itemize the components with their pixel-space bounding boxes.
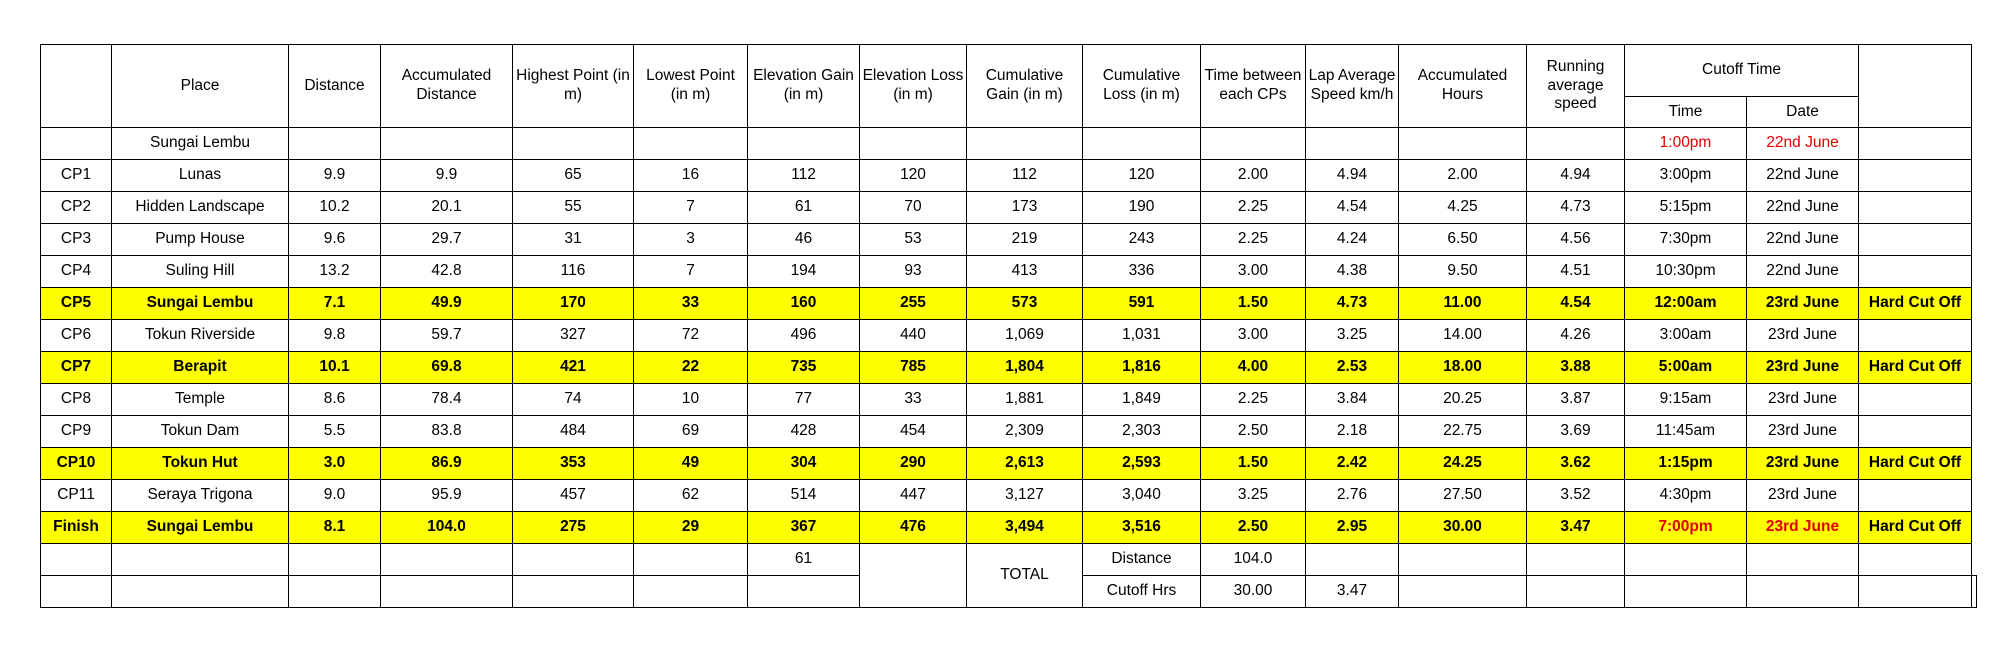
cell-time-between: 2.50 [1201,512,1306,544]
cell-elevation-gain: 160 [748,288,860,320]
cell-time-between: 2.50 [1201,416,1306,448]
header-lowest-point: Lowest Point (in m) [634,45,748,128]
cell-lowest-point: 69 [634,416,748,448]
cell-note [1859,256,1972,288]
table-row [41,128,1977,160]
footer-blank [289,544,381,576]
footer-blank [1399,544,1527,576]
cell-elevation-gain: 77 [748,384,860,416]
cell-cutoff-time: 11:45am [1625,416,1747,448]
cell-checkpoint [41,128,112,160]
cell-lowest-point: 62 [634,480,748,512]
cell-cumulative-loss [1083,128,1201,160]
cell-cutoff-time: 1:15pm [1625,448,1747,480]
cell-accumulated-distance: 83.8 [381,416,513,448]
cell-cutoff-time: 3:00am [1625,320,1747,352]
cell-cumulative-loss: 2,593 [1083,448,1201,480]
cell-running-speed: 4.94 [1527,160,1625,192]
cell-running-speed: 3.62 [1527,448,1625,480]
footer-blank [381,576,513,608]
cell-lowest-point: 16 [634,160,748,192]
cell-cumulative-loss: 243 [1083,224,1201,256]
cell-distance: 3.0 [289,448,381,480]
cell-cutoff-date: 22nd June [1747,192,1859,224]
header-lap-average-speed: Lap Average Speed km/h [1306,45,1399,128]
cell-note: Hard Cut Off [1859,512,1972,544]
cell-cumulative-gain: 1,804 [967,352,1083,384]
cell-running-speed: 4.51 [1527,256,1625,288]
cell-cutoff-date: 22nd June [1747,256,1859,288]
cell-place: Tokun Riverside [112,320,289,352]
cell-lap-speed: 2.18 [1306,416,1399,448]
cell-cumulative-loss: 1,816 [1083,352,1201,384]
table-row [41,512,1977,544]
cell-distance: 13.2 [289,256,381,288]
cell-lowest-point [634,128,748,160]
cell-accumulated-hours: 22.75 [1399,416,1527,448]
cell-time-between: 2.00 [1201,160,1306,192]
cell-cutoff-time: 7:30pm [1625,224,1747,256]
header-accumulated-hours: Accumulated Hours [1399,45,1527,128]
header-running-average-speed: Running average speed [1527,45,1625,128]
footer-blank [289,576,381,608]
cell-checkpoint: CP4 [41,256,112,288]
cell-cumulative-loss: 3,516 [1083,512,1201,544]
cell-lap-speed [1306,128,1399,160]
cell-cutoff-date: 23rd June [1747,480,1859,512]
cell-elevation-gain: 735 [748,352,860,384]
cell-elevation-gain: 46 [748,224,860,256]
cell-accumulated-distance: 49.9 [381,288,513,320]
cell-cumulative-loss: 2,303 [1083,416,1201,448]
cell-checkpoint: CP6 [41,320,112,352]
footer-distance-value: 104.0 [1201,544,1306,576]
cell-elevation-loss: 476 [860,512,967,544]
cell-elevation-loss: 70 [860,192,967,224]
cell-accumulated-distance: 104.0 [381,512,513,544]
cell-accumulated-hours: 27.50 [1399,480,1527,512]
cell-highest-point: 55 [513,192,634,224]
cell-lap-speed: 3.84 [1306,384,1399,416]
cell-place: Sungai Lembu [112,512,289,544]
cell-highest-point: 65 [513,160,634,192]
cell-time-between: 3.25 [1201,480,1306,512]
cell-place: Sungai Lembu [112,288,289,320]
header-highest-point: Highest Point (in m) [513,45,634,128]
table-row [41,448,1977,480]
cell-cutoff-date: 22nd June [1747,160,1859,192]
cell-lap-speed: 2.42 [1306,448,1399,480]
cell-place: Tokun Hut [112,448,289,480]
cell-lap-speed: 4.38 [1306,256,1399,288]
cell-note [1859,160,1972,192]
footer-blank-merged [860,544,967,608]
cell-cutoff-time: 3:00pm [1625,160,1747,192]
header-cutoff-time-time: Time [1625,97,1747,128]
table-row [41,480,1977,512]
cell-cumulative-gain: 2,613 [967,448,1083,480]
table-row [41,224,1977,256]
table-row [41,416,1977,448]
cell-elevation-loss: 447 [860,480,967,512]
cell-cutoff-time: 7:00pm [1625,512,1747,544]
footer-total-label: TOTAL [967,544,1083,608]
cell-cutoff-time: 1:00pm [1625,128,1747,160]
cell-elevation-gain: 61 [748,192,860,224]
cell-cutoff-date: 23rd June [1747,512,1859,544]
footer-blank [1306,544,1399,576]
header-place: Place [112,45,289,128]
cell-elevation-loss: 440 [860,320,967,352]
cell-accumulated-hours: 14.00 [1399,320,1527,352]
cell-checkpoint: CP9 [41,416,112,448]
cell-lowest-point: 3 [634,224,748,256]
footer-blank [748,576,860,608]
cell-note [1859,384,1972,416]
cell-lap-speed: 4.73 [1306,288,1399,320]
cell-highest-point: 170 [513,288,634,320]
cell-note [1859,480,1972,512]
cell-elevation-gain: 304 [748,448,860,480]
header-distance: Distance [289,45,381,128]
cell-running-speed: 3.47 [1527,512,1625,544]
cell-distance: 9.9 [289,160,381,192]
cell-accumulated-hours: 30.00 [1399,512,1527,544]
cell-lowest-point: 10 [634,384,748,416]
cell-highest-point: 421 [513,352,634,384]
cell-accumulated-distance [381,128,513,160]
footer-blank [513,576,634,608]
cell-cutoff-date: 23rd June [1747,352,1859,384]
cell-lowest-point: 49 [634,448,748,480]
cell-cutoff-date: 23rd June [1747,448,1859,480]
cell-running-speed [1527,128,1625,160]
cell-elevation-loss: 454 [860,416,967,448]
footer-blank [1625,576,1747,608]
cell-cutoff-time: 9:15am [1625,384,1747,416]
footer-blank [112,544,289,576]
cell-distance: 8.1 [289,512,381,544]
cell-time-between: 3.00 [1201,256,1306,288]
cell-distance: 8.6 [289,384,381,416]
cell-accumulated-distance: 78.4 [381,384,513,416]
cell-cumulative-gain: 3,127 [967,480,1083,512]
totals-section [41,544,1977,608]
cell-cumulative-loss: 336 [1083,256,1201,288]
cell-running-speed: 4.73 [1527,192,1625,224]
cell-place: Hidden Landscape [112,192,289,224]
cell-accumulated-distance: 86.9 [381,448,513,480]
footer-gain-total: 61 [748,544,860,576]
footer-blank [1527,544,1625,576]
table-row [41,288,1977,320]
cell-time-between: 3.00 [1201,320,1306,352]
cell-running-speed: 4.26 [1527,320,1625,352]
cell-cutoff-time: 5:15pm [1625,192,1747,224]
cell-accumulated-distance: 9.9 [381,160,513,192]
cell-highest-point [513,128,634,160]
cell-note: Hard Cut Off [1859,448,1972,480]
cell-accumulated-hours: 6.50 [1399,224,1527,256]
cell-time-between: 1.50 [1201,288,1306,320]
cell-cutoff-date: 22nd June [1747,224,1859,256]
cell-highest-point: 275 [513,512,634,544]
cell-cutoff-time: 12:00am [1625,288,1747,320]
cell-highest-point: 74 [513,384,634,416]
cell-time-between: 2.25 [1201,192,1306,224]
cell-accumulated-distance: 69.8 [381,352,513,384]
cell-cutoff-time: 5:00am [1625,352,1747,384]
cell-time-between: 1.50 [1201,448,1306,480]
cell-highest-point: 31 [513,224,634,256]
cell-lap-speed: 2.76 [1306,480,1399,512]
cell-elevation-gain: 194 [748,256,860,288]
cell-lap-speed: 2.95 [1306,512,1399,544]
cell-place: Suling Hill [112,256,289,288]
checkpoint-rows [41,128,1977,544]
cell-accumulated-hours: 18.00 [1399,352,1527,384]
header-cumulative-gain: Cumulative Gain (in m) [967,45,1083,128]
cell-elevation-loss: 33 [860,384,967,416]
cell-checkpoint: CP7 [41,352,112,384]
cell-accumulated-hours: 20.25 [1399,384,1527,416]
cell-elevation-loss: 53 [860,224,967,256]
footer-blank [1859,576,1972,608]
cell-checkpoint: CP11 [41,480,112,512]
header-cumulative-loss: Cumulative Loss (in m) [1083,45,1201,128]
cell-elevation-loss: 255 [860,288,967,320]
cell-cutoff-date: 23rd June [1747,416,1859,448]
footer-blank [1399,576,1527,608]
cell-elevation-loss: 93 [860,256,967,288]
cell-distance: 10.2 [289,192,381,224]
header-cutoff-time: Cutoff Time [1625,45,1859,97]
cell-cumulative-gain: 112 [967,160,1083,192]
footer-blank [1859,544,1972,576]
cell-cutoff-date: 22nd June [1747,128,1859,160]
cell-cumulative-loss: 3,040 [1083,480,1201,512]
cell-cutoff-time: 10:30pm [1625,256,1747,288]
cell-place: Temple [112,384,289,416]
cell-accumulated-distance: 29.7 [381,224,513,256]
cell-highest-point: 116 [513,256,634,288]
cell-cumulative-gain [967,128,1083,160]
cell-accumulated-distance: 95.9 [381,480,513,512]
cell-accumulated-distance: 42.8 [381,256,513,288]
cell-accumulated-hours: 24.25 [1399,448,1527,480]
cell-checkpoint: CP5 [41,288,112,320]
cell-distance: 9.6 [289,224,381,256]
footer-blank [634,544,748,576]
cell-distance: 9.0 [289,480,381,512]
footer-distance-label: Distance [1083,544,1201,576]
cell-running-speed: 3.52 [1527,480,1625,512]
cell-accumulated-hours: 9.50 [1399,256,1527,288]
cell-cumulative-gain: 413 [967,256,1083,288]
cell-place: Sungai Lembu [112,128,289,160]
cell-note [1859,192,1972,224]
cell-highest-point: 353 [513,448,634,480]
cell-checkpoint: CP10 [41,448,112,480]
footer-average-speed: 3.47 [1306,576,1399,608]
cell-place: Berapit [112,352,289,384]
header-cp [41,45,112,128]
cell-checkpoint: Finish [41,512,112,544]
footer-blank [1747,576,1859,608]
cell-accumulated-distance: 59.7 [381,320,513,352]
cell-lap-speed: 4.94 [1306,160,1399,192]
cell-checkpoint: CP8 [41,384,112,416]
table-row [41,192,1977,224]
cell-place: Tokun Dam [112,416,289,448]
cell-elevation-gain [748,128,860,160]
cell-lap-speed: 3.25 [1306,320,1399,352]
cell-cumulative-gain: 173 [967,192,1083,224]
table-row [41,320,1977,352]
cell-distance: 5.5 [289,416,381,448]
footer-blank [634,576,748,608]
cell-place: Seraya Trigona [112,480,289,512]
cell-elevation-gain: 428 [748,416,860,448]
cell-distance: 7.1 [289,288,381,320]
cell-lowest-point: 33 [634,288,748,320]
cell-accumulated-hours: 11.00 [1399,288,1527,320]
cell-cutoff-date: 23rd June [1747,384,1859,416]
cell-lap-speed: 2.53 [1306,352,1399,384]
cell-note [1859,128,1972,160]
cell-cumulative-gain: 3,494 [967,512,1083,544]
table-row [41,352,1977,384]
cell-checkpoint: CP2 [41,192,112,224]
cell-cumulative-loss: 190 [1083,192,1201,224]
cell-note: Hard Cut Off [1859,352,1972,384]
cell-highest-point: 327 [513,320,634,352]
table-row [41,256,1977,288]
cell-time-between: 2.25 [1201,224,1306,256]
cell-time-between: 2.25 [1201,384,1306,416]
cell-lowest-point: 7 [634,192,748,224]
footer-blank [513,544,634,576]
cell-running-speed: 4.56 [1527,224,1625,256]
cell-highest-point: 484 [513,416,634,448]
cell-elevation-loss: 290 [860,448,967,480]
cell-accumulated-distance: 20.1 [381,192,513,224]
footer-blank [1527,576,1625,608]
header-time-between: Time between each CPs [1201,45,1306,128]
footer-blank [41,544,112,576]
cell-running-speed: 3.87 [1527,384,1625,416]
footer-blank [1972,576,1977,608]
cell-running-speed: 3.69 [1527,416,1625,448]
cell-accumulated-hours [1399,128,1527,160]
cell-elevation-loss: 120 [860,160,967,192]
cell-cumulative-loss: 591 [1083,288,1201,320]
cell-time-between: 4.00 [1201,352,1306,384]
cell-elevation-loss: 785 [860,352,967,384]
footer-cutoff-value: 30.00 [1201,576,1306,608]
cell-lowest-point: 72 [634,320,748,352]
cell-highest-point: 457 [513,480,634,512]
cell-distance: 9.8 [289,320,381,352]
cell-note [1859,416,1972,448]
footer-blank [381,544,513,576]
cell-lowest-point: 29 [634,512,748,544]
cell-cumulative-loss: 1,849 [1083,384,1201,416]
cell-checkpoint: CP1 [41,160,112,192]
cell-distance [289,128,381,160]
cell-checkpoint: CP3 [41,224,112,256]
cell-running-speed: 3.88 [1527,352,1625,384]
footer-blank [41,576,112,608]
cell-note [1859,224,1972,256]
footer-cutoff-label: Cutoff Hrs [1083,576,1201,608]
cell-distance: 10.1 [289,352,381,384]
cell-place: Lunas [112,160,289,192]
cell-elevation-loss [860,128,967,160]
footer-blank [112,576,289,608]
cell-lowest-point: 7 [634,256,748,288]
header-elevation-gain: Elevation Gain (in m) [748,45,860,128]
cell-note [1859,320,1972,352]
cell-accumulated-hours: 4.25 [1399,192,1527,224]
cell-running-speed: 4.54 [1527,288,1625,320]
cell-lap-speed: 4.24 [1306,224,1399,256]
cell-cumulative-gain: 1,069 [967,320,1083,352]
header-note [1859,45,1972,128]
cell-lowest-point: 22 [634,352,748,384]
cell-elevation-gain: 367 [748,512,860,544]
cell-cumulative-loss: 1,031 [1083,320,1201,352]
cell-elevation-gain: 514 [748,480,860,512]
cell-note: Hard Cut Off [1859,288,1972,320]
cell-cumulative-gain: 573 [967,288,1083,320]
header-elevation-loss: Elevation Loss (in m) [860,45,967,128]
footer-blank [1747,544,1859,576]
cell-cumulative-gain: 2,309 [967,416,1083,448]
cell-cutoff-time: 4:30pm [1625,480,1747,512]
cell-cutoff-date: 23rd June [1747,320,1859,352]
cell-accumulated-hours: 2.00 [1399,160,1527,192]
checkpoint-table [40,44,1977,608]
table-row [41,384,1977,416]
cell-place: Pump House [112,224,289,256]
cell-time-between [1201,128,1306,160]
cell-lap-speed: 4.54 [1306,192,1399,224]
header-cutoff-time-date: Date [1747,97,1859,128]
cell-elevation-gain: 112 [748,160,860,192]
cell-cumulative-gain: 1,881 [967,384,1083,416]
header-accumulated-distance: Accumulated Distance [381,45,513,128]
cell-cumulative-loss: 120 [1083,160,1201,192]
table-row [41,160,1977,192]
cell-cumulative-gain: 219 [967,224,1083,256]
cell-cutoff-date: 23rd June [1747,288,1859,320]
cell-elevation-gain: 496 [748,320,860,352]
footer-blank [1625,544,1747,576]
